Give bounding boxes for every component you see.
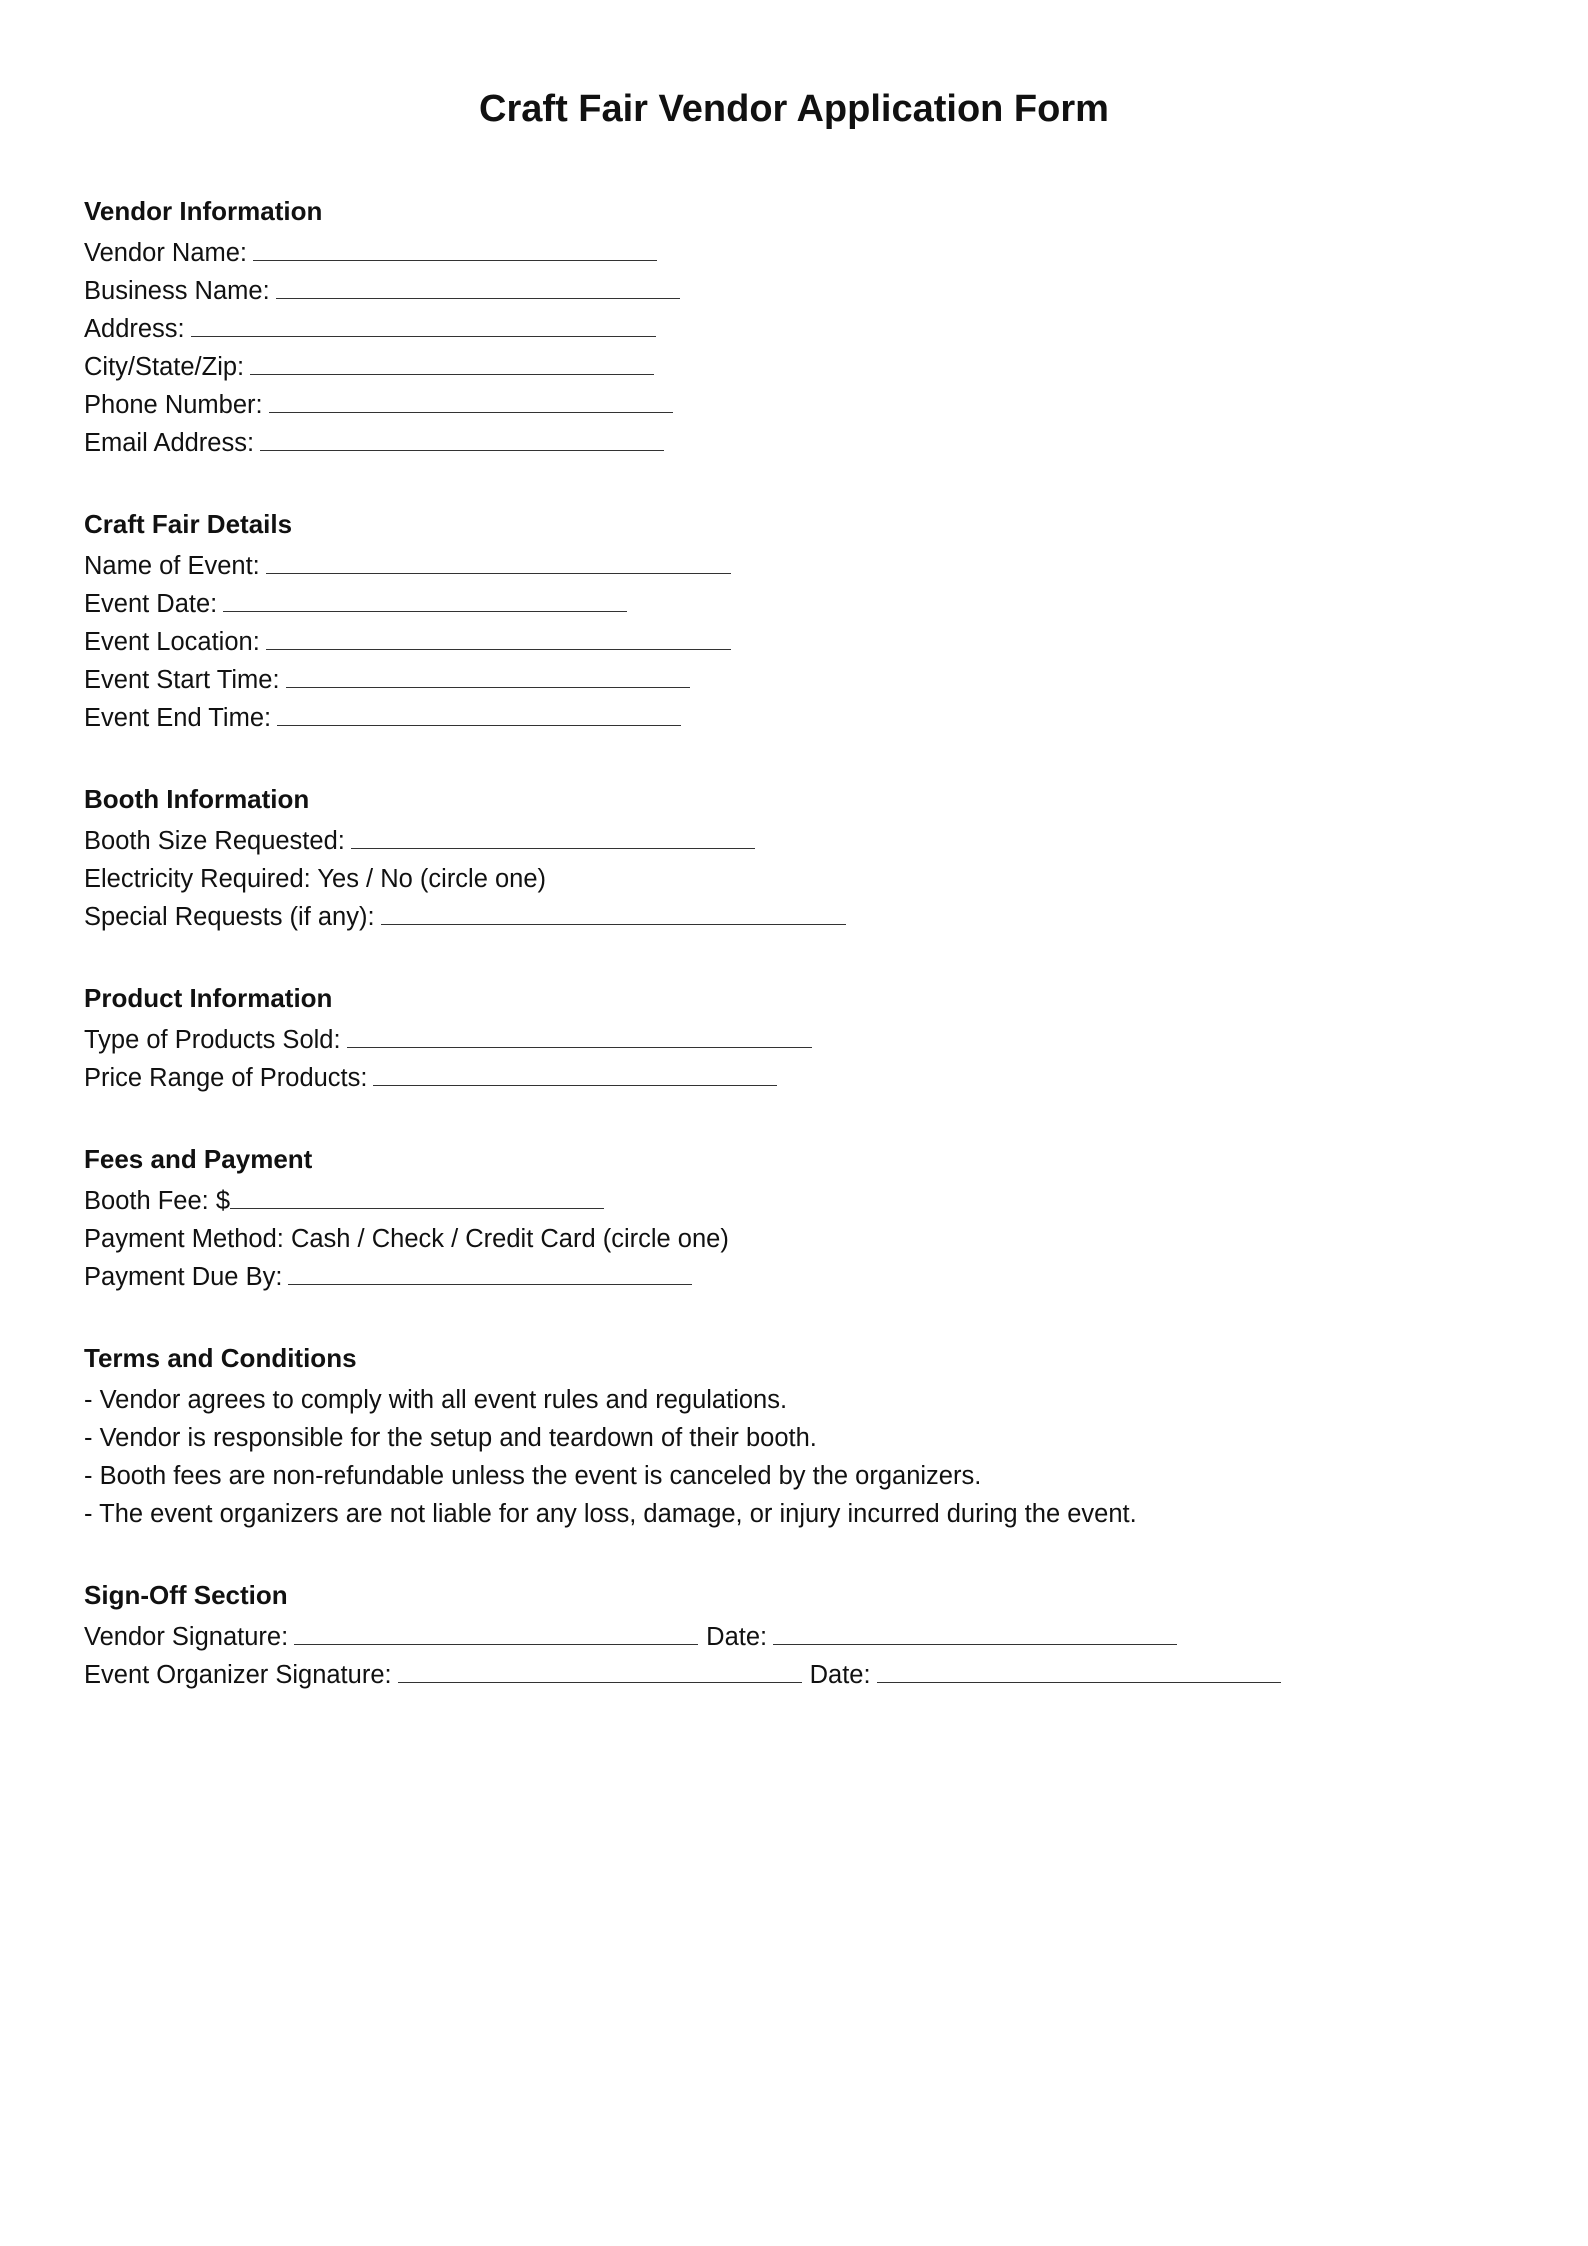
payment-method-row (84, 1220, 1504, 1258)
city-state-zip-row (84, 348, 1504, 386)
special-requests-blank[interactable] (381, 898, 846, 925)
signoff-section (84, 1576, 1504, 1694)
section-heading: Craft Fair Details (84, 509, 293, 539)
term-item: - Vendor is responsible for the setup and teardown of their booth. (84, 1424, 817, 1452)
email-blank[interactable] (260, 424, 664, 451)
booth-fee-blank[interactable] (230, 1182, 604, 1209)
field-label: Date: (706, 1623, 768, 1651)
price-range-blank[interactable] (373, 1059, 777, 1086)
organizer-signature-row (84, 1656, 1504, 1694)
term-item: - Vendor agrees to comply with all event rules and regulations. (84, 1386, 788, 1414)
fees-payment-section (84, 1140, 1504, 1296)
special-requests-row (84, 898, 1504, 936)
field-label: Event Date: (84, 590, 218, 618)
business-name-blank[interactable] (276, 272, 680, 299)
section-heading: Booth Information (84, 784, 310, 814)
section-heading: Terms and Conditions (84, 1343, 357, 1373)
field-label: Event Organizer Signature: (84, 1661, 392, 1689)
terms-section (84, 1339, 1504, 1533)
event-date-blank[interactable] (223, 585, 627, 612)
event-name-row (84, 547, 1504, 585)
field-label: Special Requests (if any): (84, 903, 375, 931)
field-label: Event End Time: (84, 704, 272, 732)
booth-information-section (84, 780, 1504, 936)
event-location-row (84, 623, 1504, 661)
form-body (84, 192, 1504, 1737)
payment-due-blank[interactable] (288, 1258, 692, 1285)
event-end-blank[interactable] (277, 699, 681, 726)
vendor-information-section (84, 192, 1504, 462)
section-heading: Product Information (84, 983, 333, 1013)
field-label: Date: (809, 1661, 871, 1689)
product-information-section (84, 979, 1504, 1097)
event-name-blank[interactable] (266, 547, 731, 574)
booth-size-row (84, 822, 1504, 860)
vendor-name-row (84, 234, 1504, 272)
event-start-row (84, 661, 1504, 699)
term-item: - The event organizers are not liable for any loss, damage, or injury incurred during the event. (84, 1500, 1137, 1528)
field-label: Business Name: (84, 277, 270, 305)
field-label[interactable]: Electricity Required: Yes / No (circle one) (84, 865, 547, 893)
field-label: Vendor Name: (84, 239, 248, 267)
field-label: Event Location: (84, 628, 260, 656)
vendor-signature-blank[interactable] (294, 1618, 698, 1645)
price-range-row (84, 1059, 1504, 1097)
field-label: Price Range of Products: (84, 1064, 368, 1092)
electricity-row (84, 860, 1504, 898)
organizer-date-blank[interactable] (877, 1656, 1281, 1683)
vendor-name-blank[interactable] (253, 234, 657, 261)
booth-size-blank[interactable] (351, 822, 755, 849)
field-label: Booth Fee: $ (84, 1187, 231, 1215)
phone-row (84, 386, 1504, 424)
organizer-signature-blank[interactable] (398, 1656, 802, 1683)
section-heading: Sign-Off Section (84, 1580, 288, 1610)
address-row (84, 310, 1504, 348)
field-label: Phone Number: (84, 391, 263, 419)
craft-fair-details-section (84, 505, 1504, 737)
field-label: Name of Event: (84, 552, 260, 580)
section-heading: Fees and Payment (84, 1144, 313, 1174)
section-heading: Vendor Information (84, 196, 323, 226)
booth-fee-row (84, 1182, 1504, 1220)
payment-due-row (84, 1258, 1504, 1296)
product-type-blank[interactable] (347, 1021, 812, 1048)
field-label: Payment Due By: (84, 1263, 283, 1291)
event-location-blank[interactable] (266, 623, 731, 650)
event-date-row (84, 585, 1504, 623)
phone-blank[interactable] (269, 386, 673, 413)
field-label: Type of Products Sold: (84, 1026, 341, 1054)
field-label: Address: (84, 315, 185, 343)
form-title: Craft Fair Vendor Application Form (479, 88, 1109, 130)
product-type-row (84, 1021, 1504, 1059)
field-label: Event Start Time: (84, 666, 280, 694)
term-item: - Booth fees are non-refundable unless the event is canceled by the organizers. (84, 1462, 982, 1490)
field-label: Vendor Signature: (84, 1623, 289, 1651)
field-label[interactable]: Payment Method: Cash / Check / Credit Card (circle one) (84, 1225, 729, 1253)
field-label: City/State/Zip: (84, 353, 245, 381)
vendor-signature-row (84, 1618, 1504, 1656)
vendor-date-blank[interactable] (773, 1618, 1177, 1645)
field-label: Booth Size Requested: (84, 827, 345, 855)
event-end-row (84, 699, 1504, 737)
field-label: Email Address: (84, 429, 255, 457)
address-blank[interactable] (191, 310, 656, 337)
city-state-zip-blank[interactable] (250, 348, 654, 375)
email-row (84, 424, 1504, 462)
business-name-row (84, 272, 1504, 310)
event-start-blank[interactable] (286, 661, 690, 688)
